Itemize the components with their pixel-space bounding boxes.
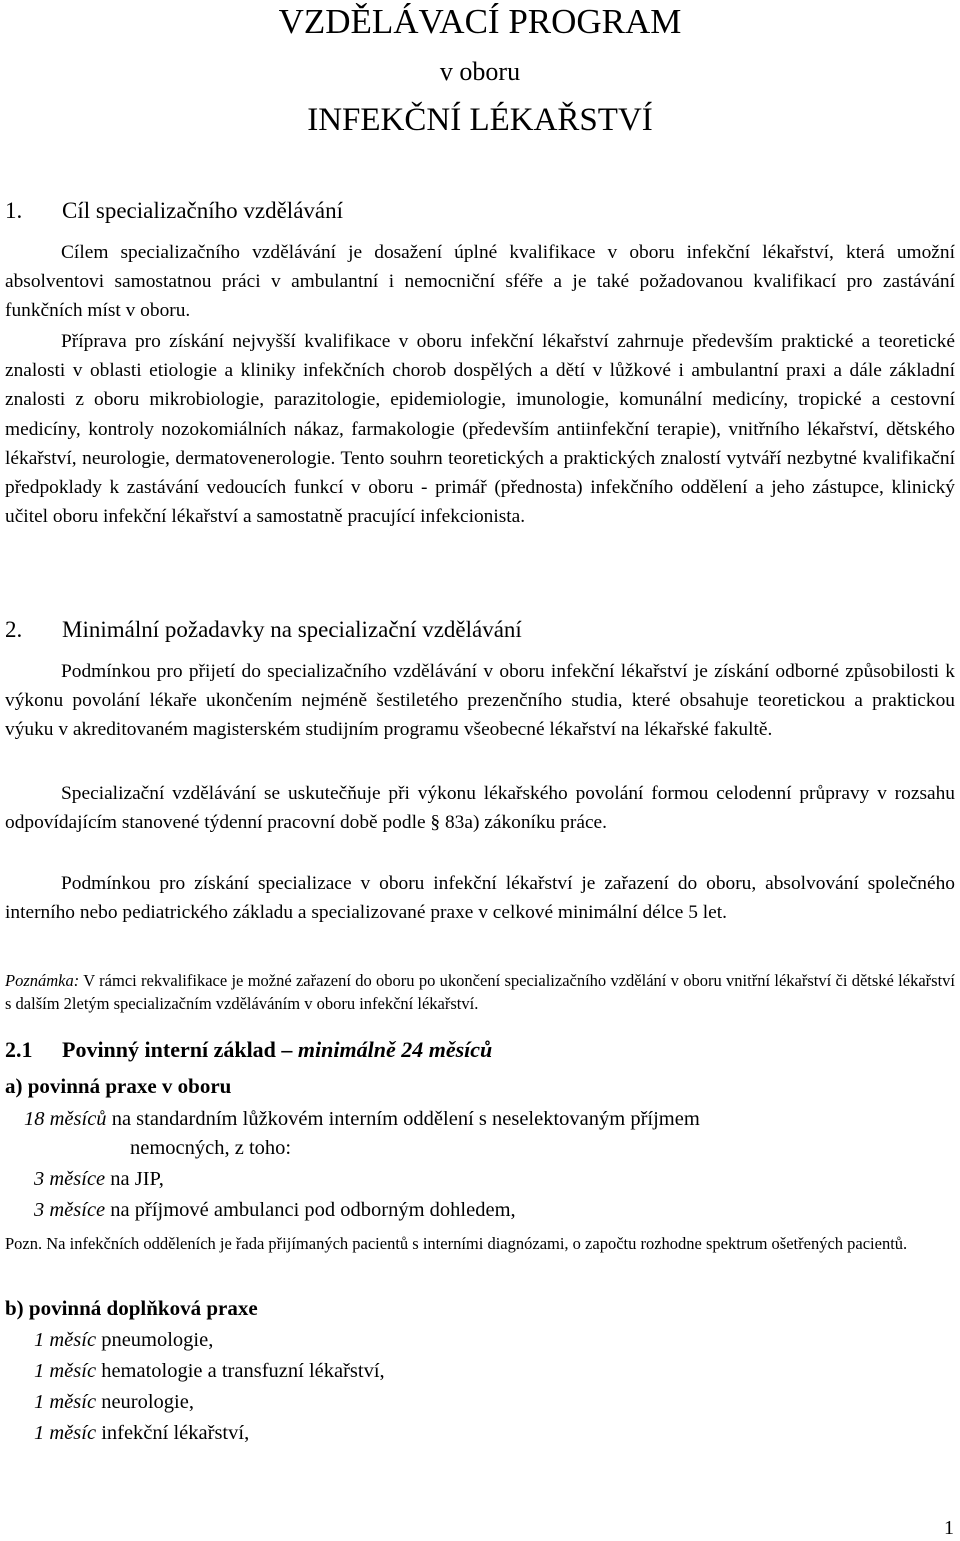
section-2-paragraph-3 bbox=[5, 869, 955, 927]
section-2-paragraph-2 bbox=[5, 779, 955, 837]
paragraph-text: Specializační vzdělávání se uskutečňuje při výkonu lékařského povolání formou celodenní průpravy v rozsahu odpovídajícím stanovené týdenní pracovní době podle § 83a) zákoníku práce. bbox=[5, 783, 955, 834]
list-item bbox=[34, 1419, 249, 1447]
paragraph-text: Příprava pro získání nejvyšší kvalifikace v oboru infekční lékařství zahrnuje především praktické a teoretické znalosti v oblasti etiologie a kliniky infekčních chorob dospělých a dětí v lůžkové i ambulantní praxi a dále základní znalosti z oboru mikrobiologie, parazitologie, epidemiologie, imunologie, komunální medicíny, tropické a cestovní medicíny, kontroly nozokomiálních nákaz, farmakologie (především antiinfekční terapie), vnitřního lékařství, dětského lékařství, neurologie, dermatovenerologie. bbox=[5, 331, 955, 469]
item-duration: 3 měsíce bbox=[34, 1199, 106, 1221]
item-text: pneumologie, bbox=[101, 1329, 214, 1351]
list-item bbox=[34, 1326, 213, 1354]
item-text: na JIP, bbox=[110, 1168, 164, 1190]
item-text: hematologie a transfuzní lékařství, bbox=[101, 1360, 385, 1382]
section-number: 2.1 bbox=[5, 1037, 33, 1062]
item-text: neurologie, bbox=[101, 1391, 194, 1413]
section-1-paragraph-2 bbox=[5, 327, 955, 531]
document-title: VZDĚLÁVACÍ PROGRAM bbox=[278, 2, 682, 41]
item-duration: 1 měsíc bbox=[34, 1360, 97, 1382]
note-text: Na infekčních odděleních je řada přijímaných pacientů s interními diagnózami, o započtu rozhodne spektrum ošetřených pacientů. bbox=[46, 1234, 908, 1253]
note-label: Poznámka: bbox=[5, 971, 80, 990]
paragraph-text: Podmínkou pro získání specializace v oboru infekční lékařství je zařazení do oboru, absolvování společného interního nebo pediatrického základu a specializované praxe v celkové minimální délce 5 let. bbox=[5, 873, 955, 924]
section-2-1-heading bbox=[5, 1036, 492, 1064]
section-title: Cíl specializačního vzdělávání bbox=[62, 198, 343, 223]
list-item bbox=[34, 1196, 516, 1224]
item-text: na standardním lůžkovém interním oddělení s neselektovaným příjmem bbox=[111, 1108, 700, 1130]
subsection-a-heading: a) povinná praxe v oboru bbox=[5, 1074, 232, 1098]
section-title: Minimální požadavky na specializační vzdělávání bbox=[62, 617, 522, 642]
item-duration: 3 měsíce bbox=[34, 1168, 106, 1190]
item-text: infekční lékařství, bbox=[101, 1422, 250, 1444]
item-duration: 1 měsíc bbox=[34, 1391, 97, 1413]
item-text: na příjmové ambulanci pod odborným dohledem, bbox=[110, 1199, 516, 1221]
item-text: nemocných, z toho: bbox=[130, 1137, 292, 1159]
page-number: 1 bbox=[944, 1517, 954, 1539]
heading-dash: – bbox=[281, 1037, 293, 1062]
paragraph-text: Cílem specializačního vzdělávání je dosažení úplné kvalifikace v oboru infekční lékařství, která umožní absolventovi samostatnou práci v ambulantní i nemocniční sféře a je také požadovanou kvalifikací pro zastávání funkčních míst v oboru. bbox=[5, 242, 955, 322]
paragraph-text: Tento souhrn teoretických a praktických znalostí vytváří nezbytné kvalifikační předpoklady k zastávání vedoucích funkcí v oboru - primář (přednosta) infekčního oddělení a jeho zástupce, klinický učitel oboru infekční lékařství a samostatně pracující infekcionista. bbox=[5, 447, 956, 528]
list-item bbox=[24, 1105, 700, 1133]
section-1-paragraph-1 bbox=[5, 238, 955, 326]
note-text: V rámci rekvalifikace je možné zařazení do oboru po ukončení specializačního vzdělání v oboru vnitřní lékařství či dětské lékařství s dalším 2letým specializačním vzděláváním v oboru infekční lékařství. bbox=[5, 971, 955, 1013]
subsection-a-note bbox=[5, 1232, 955, 1255]
section-2-note bbox=[5, 969, 955, 1015]
list-item bbox=[130, 1134, 291, 1162]
list-item bbox=[34, 1165, 164, 1193]
item-duration: 1 měsíc bbox=[34, 1329, 97, 1351]
document-subtitle: v oboru bbox=[439, 57, 521, 86]
section-2-paragraph-1 bbox=[5, 657, 955, 745]
list-item bbox=[34, 1357, 385, 1385]
item-duration: 1 měsíc bbox=[34, 1422, 97, 1444]
section-duration: minimálně 24 měsíců bbox=[297, 1037, 493, 1062]
note-label: Pozn. bbox=[5, 1234, 43, 1253]
list-item bbox=[34, 1388, 194, 1416]
section-number: 2. bbox=[5, 617, 23, 642]
section-2-heading bbox=[5, 616, 522, 644]
section-number: 1. bbox=[5, 198, 23, 223]
item-duration: 18 měsíců bbox=[24, 1108, 107, 1130]
subsection-b-heading: b) povinná doplňková praxe bbox=[5, 1296, 258, 1320]
paragraph-text: Podmínkou pro přijetí do specializačního vzdělávání v oboru infekční lékařství je získání odborné způsobilosti k výkonu povolání lékaře ukončením nejméně šestiletého prezenčního studia, které obsahuje teoretickou a praktickou výuku v akreditovaném magisterském studijním programu všeobecné lékařství na lékařské fakultě. bbox=[5, 661, 955, 741]
field-title: INFEKČNÍ LÉKAŘSTVÍ bbox=[307, 102, 653, 138]
section-title: Povinný interní základ bbox=[62, 1037, 276, 1062]
section-1-heading bbox=[5, 197, 343, 225]
